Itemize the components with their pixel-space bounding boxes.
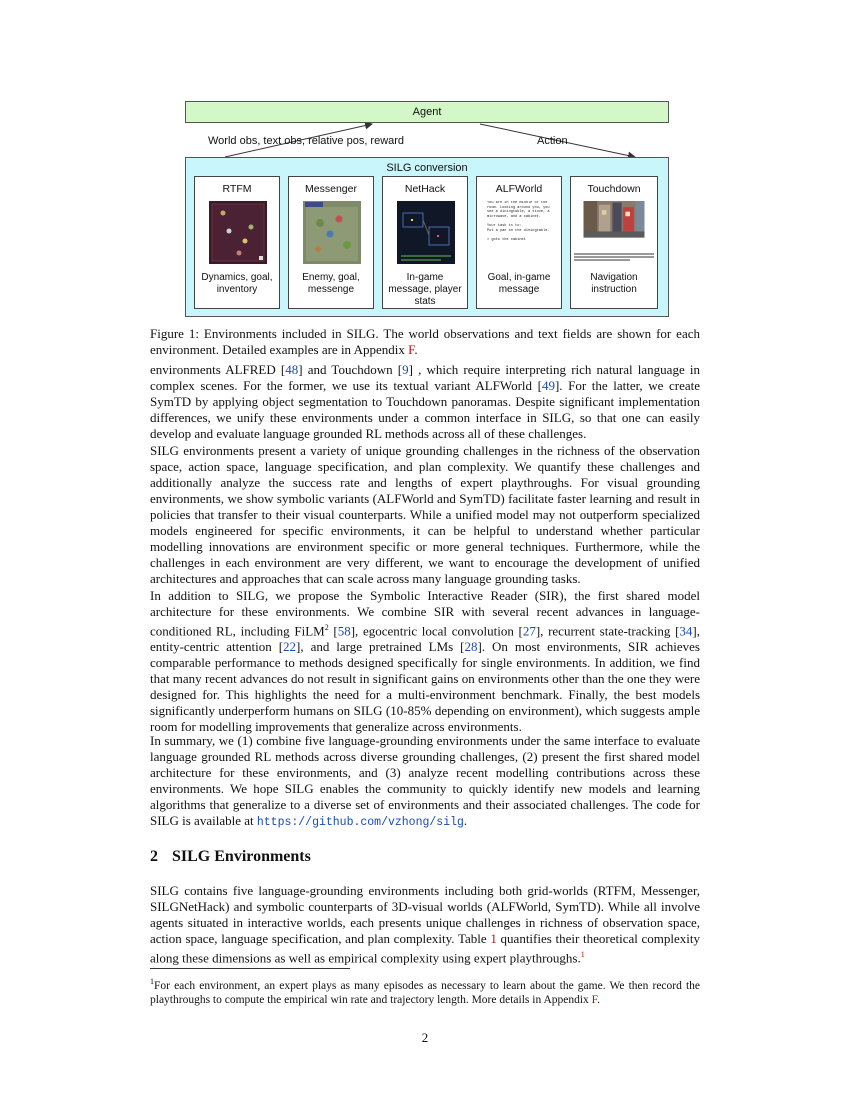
citation-link[interactable]: 22: [283, 639, 297, 655]
text: SILG contains five language-grounding environments including both grid-worlds (RTFM, Messenger, SILGNetHack) and symbolic counterparts of 3D-visual worlds (ALFWorld, SymTD). While all involve agents situated in interactive worlds, each presents unique challenges in richness of observation space, action space, language specification, and plan complexity. Table: [150, 883, 700, 946]
agent-box: [185, 101, 669, 123]
paragraph-1: [150, 362, 700, 442]
citation-link[interactable]: 48: [285, 362, 299, 377]
text: .: [463, 813, 468, 828]
caption-end: .: [414, 342, 418, 357]
env-desc: Enemy, goal, messenge: [302, 272, 360, 295]
env-card-alfworld: [476, 176, 562, 309]
page-number: 2: [421, 1030, 429, 1045]
paragraph-3: [150, 588, 700, 735]
caption-text: Figure 1: Environments included in SILG. The world observations and text fields are shown for each environment. Detailed examples are in Appendix: [150, 326, 700, 357]
text: [: [328, 623, 338, 639]
env-card-touchdown: [570, 176, 658, 309]
rtfm-thumbnail: [209, 201, 267, 264]
superscript: 2: [324, 623, 329, 632]
footnote-rule: [150, 968, 350, 969]
text: ] and Touchdown [: [298, 362, 403, 377]
action-label: Action: [537, 135, 568, 147]
text: environments ALFRED [: [150, 362, 286, 377]
text: ] , which require interpreting rich natural language in complex scenes. For the former, we use its textual variant ALFWorld [: [150, 362, 700, 393]
env-name: NetHack: [404, 183, 446, 195]
env-desc: Dynamics, goal, inventory: [201, 272, 273, 295]
citation-link[interactable]: 34: [679, 623, 693, 639]
citation-link[interactable]: 9: [402, 362, 409, 377]
env-desc: Navigation instruction: [590, 272, 638, 295]
section-number: 2: [150, 848, 158, 865]
citation-link[interactable]: 58: [337, 623, 351, 639]
github-url-link[interactable]: https://github.com/vzhong/silg: [256, 816, 464, 829]
paragraph-5: [150, 883, 700, 966]
env-name: RTFM: [222, 183, 252, 195]
text: In addition to SILG, we propose the Symbolic Interactive Reader (SIR), the first shared model architecture for these environments. We combine SIR with several recent advances in language-conditioned RL, including FiLM: [150, 588, 700, 639]
citation-link[interactable]: 49: [541, 378, 555, 393]
citation-link[interactable]: 28: [464, 639, 478, 655]
nethack-thumbnail: [397, 201, 455, 264]
touchdown-thumbnail: [574, 201, 654, 249]
text: quantifies their theoretical complexity along these dimensions as well as empirical complexity using expert playthroughs.: [150, 931, 701, 966]
paragraph-4: [150, 733, 700, 831]
citation-link[interactable]: 27: [522, 623, 536, 639]
silg-conversion-box: [185, 157, 669, 317]
table-ref-link[interactable]: 1: [490, 931, 497, 946]
text: .: [597, 993, 601, 1006]
env-card-rtfm: [194, 176, 280, 309]
section-title: SILG Environments: [172, 848, 311, 865]
text: ]. On most environments, SIR achieves comparable performance to methods designed specifically for single environments. In addition, we find that many recent advances do not result in significant gains on environments other than the one they were designed for. This highlights the need for a multi-environment benchmark. Finally, the best models significantly underperform humans on SILG (10-85% depending on environment), which suggests ample room for modelling improvements that generalize across environments.: [150, 639, 700, 735]
figure-1: [150, 95, 700, 325]
env-desc: Goal, in-game message: [487, 272, 551, 295]
appendix-ref-link[interactable]: F: [408, 342, 415, 357]
footnote-ref-link[interactable]: 1: [580, 950, 585, 959]
text: ], and large pretrained LMs [: [296, 639, 465, 655]
touchdown-instruction-lines: [574, 252, 654, 264]
env-name: ALFWorld: [495, 183, 543, 195]
figure-caption: [150, 326, 700, 358]
paragraph-2: SILG environments present a variety of unique grounding challenges in the richness of the observation space, action space, language specification, and plan complexity. We quantify these challenges and additionally analyze the success rate and lengths of expert playthroughs. For visual grounding environments, we show symbolic variants (ALFWorld and SymTD) facilitate faster learning and result in policies that transfer to their visual counterparts. While a unified model may not outperform specialized models engineered for specific environments, it can be helpful to understand whether particular modelling innovations are environment specific or more general techniques. Furthermore, while the challenges in each environment are very different, we want to encourage the development of unified architectures and approaches that can scale across many language grounding tasks.: [150, 443, 700, 586]
env-desc: In-game message, player stats: [388, 272, 462, 307]
env-name: Messenger: [305, 183, 357, 195]
section-heading: [150, 848, 311, 866]
appendix-ref-link[interactable]: F: [591, 993, 598, 1006]
text: ], egocentric local convolution [: [350, 623, 523, 639]
text: ]. For the latter, we create SymTD by applying object segmentation to Touchdown panoramas. Despite significant implementation differences, we unify these environments under a common interface in SILG, so that one can easily develop and evaluate language grounded RL methods across all of these challenges.: [150, 378, 700, 441]
alfworld-text-thumbnail: You are in the middle of the room. Looking around you, you see a diningtable, a stove, a microwave, and a cabinet. Your task is to: Put a pan on the diningtable. > goto the cabinet: [487, 201, 550, 242]
env-card-nethack: [382, 176, 468, 309]
conversion-title: SILG conversion: [386, 162, 468, 174]
text: ], recurrent state-tracking [: [535, 623, 680, 639]
footnote: [150, 975, 700, 1007]
env-card-messenger: [288, 176, 374, 309]
agent-label: Agent: [412, 106, 442, 118]
env-name: Touchdown: [587, 183, 641, 195]
messenger-thumbnail: [303, 201, 361, 264]
obs-label: World obs, text obs, relative pos, reward: [208, 135, 405, 147]
footnote-mark: 1: [150, 977, 154, 986]
text: For each environment, an expert plays as many episodes as necessary to learn about the game. We then record the playthroughs to compute the empirical win rate and trajectory length. More details in Appendix: [150, 979, 700, 1006]
text: ], entity-centric attention [: [150, 623, 700, 655]
text: In summary, we (1) combine five language-grounding environments under the same interface to evaluate language grounded RL methods across diverse grounding challenges, (2) present the first shared model architecture for these environments, and (3) analyze recent modelling contributions across these environments. We hope SILG enables the community to quickly identify new models and learning algorithms that generalize to a diverse set of environments and their associated challenges. The code for SILG is available at: [150, 733, 700, 828]
